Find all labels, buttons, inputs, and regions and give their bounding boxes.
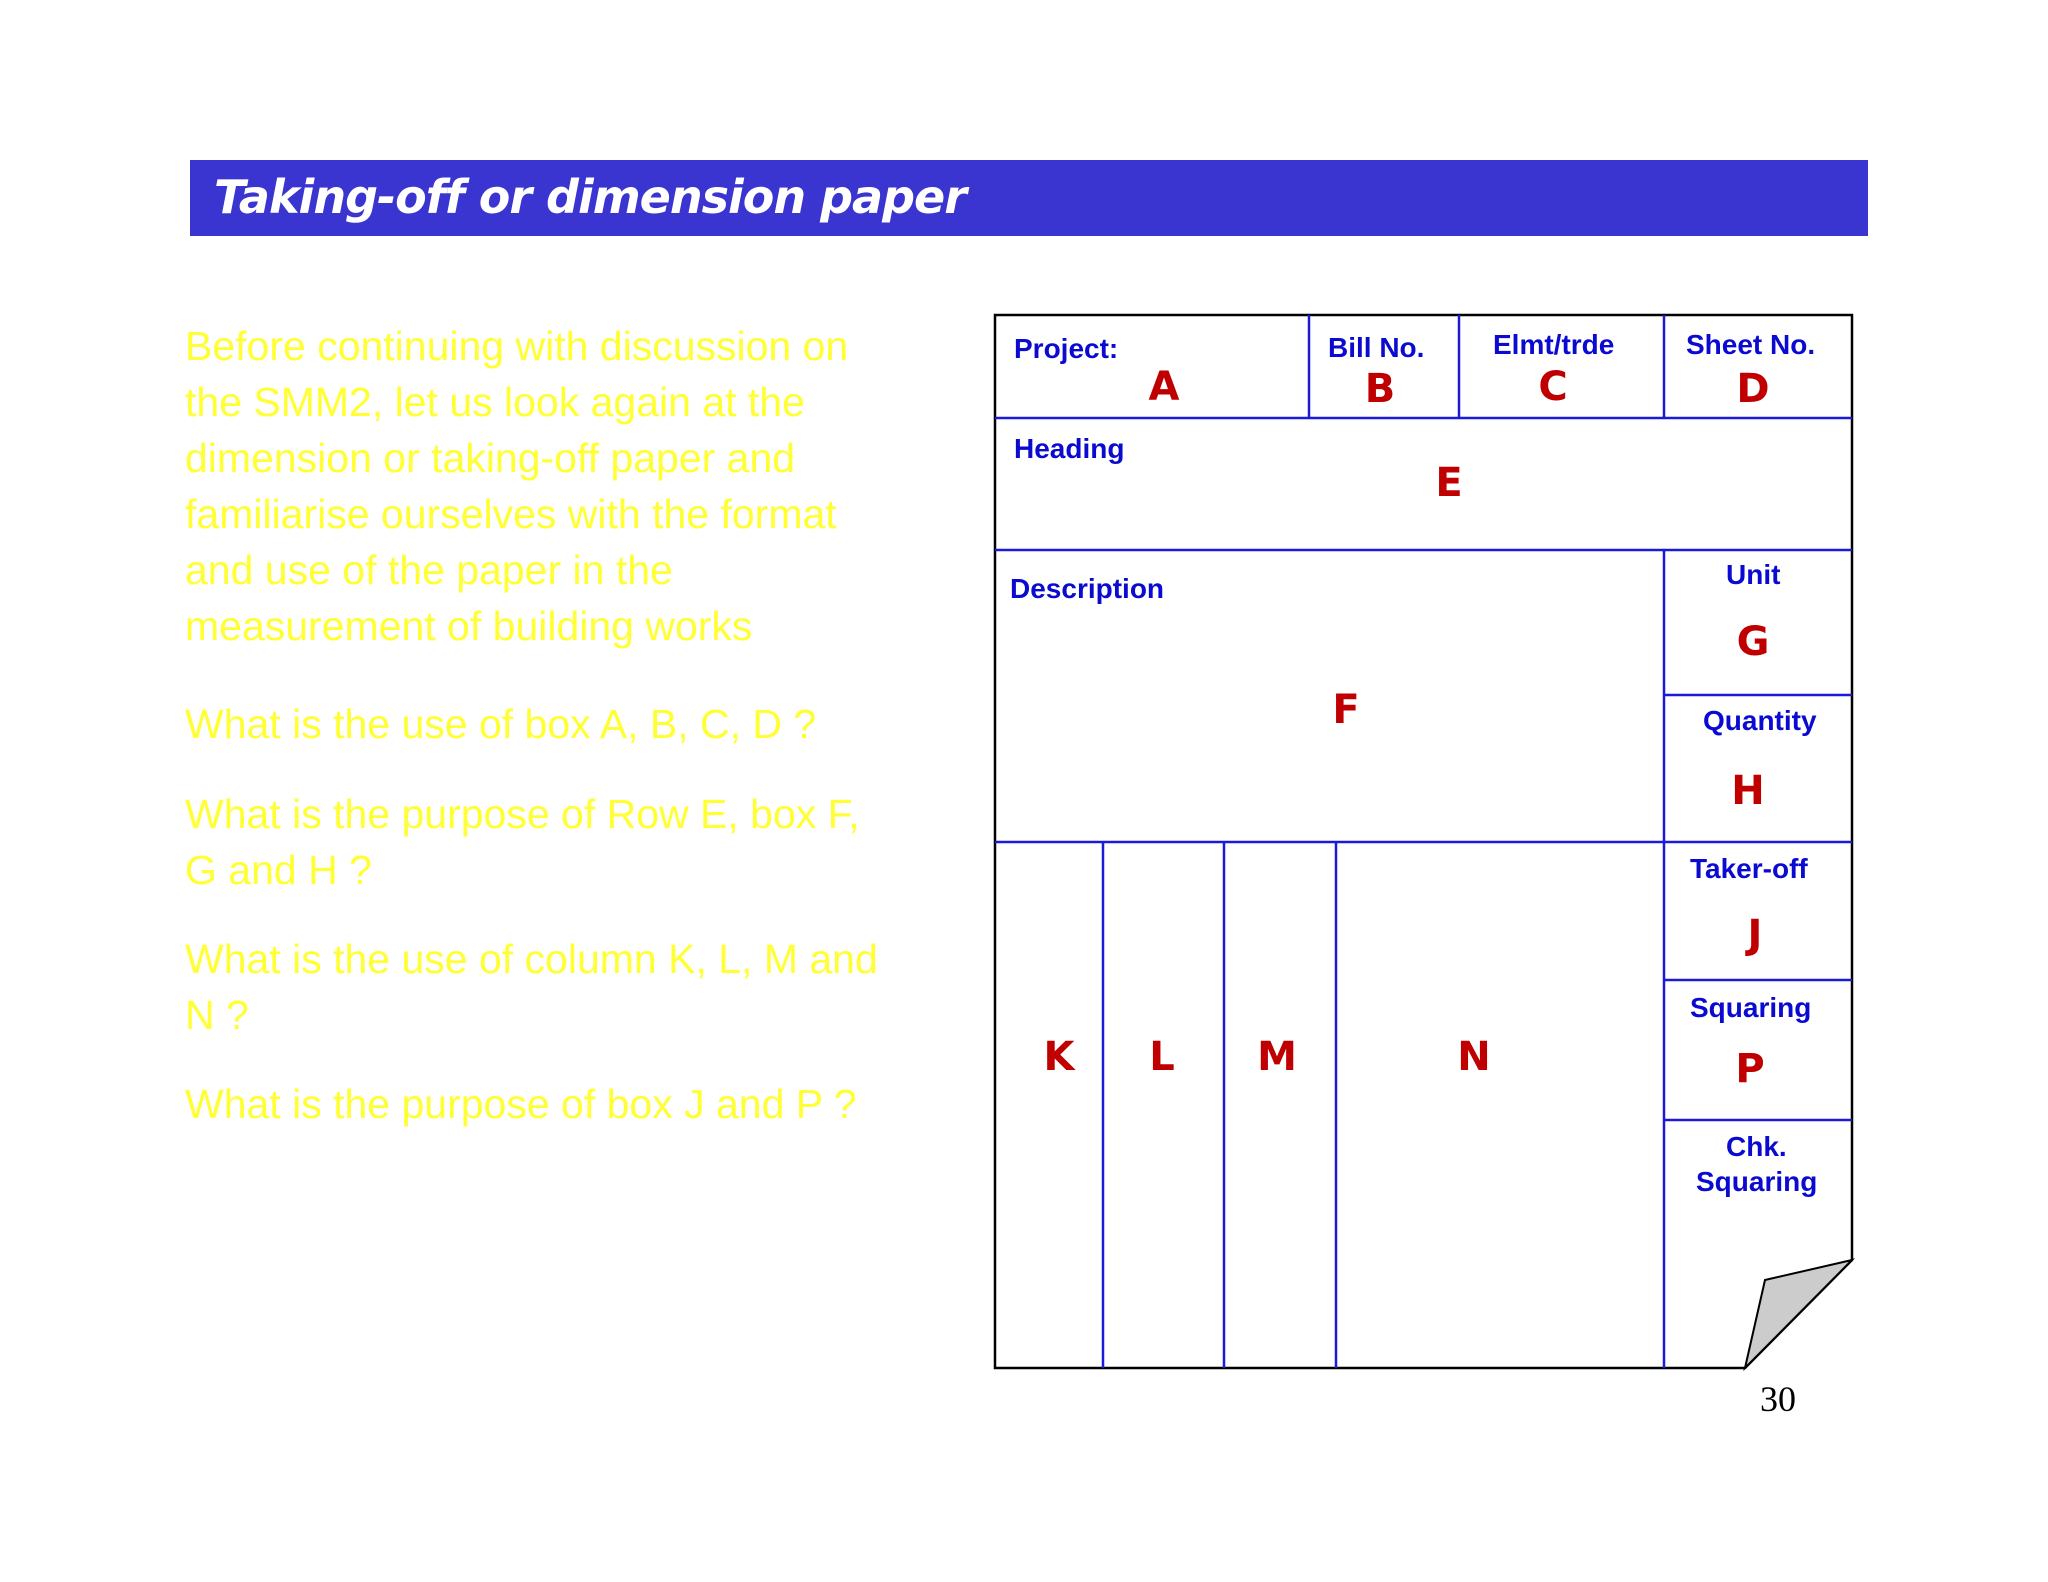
intro-line: dimension or taking-off paper and bbox=[185, 435, 796, 481]
squaring-label: Squaring bbox=[1690, 992, 1812, 1023]
box-letter-a: A bbox=[1148, 364, 1180, 410]
question-line: What is the use of column K, L, M and bbox=[185, 936, 878, 982]
column-letter-n: N bbox=[1457, 1034, 1491, 1080]
box-letter-p: P bbox=[1735, 1046, 1765, 1092]
column-letter-m: M bbox=[1257, 1034, 1297, 1080]
slide-title: Taking-off or dimension paper bbox=[214, 170, 966, 224]
question-line: What is the use of box A, B, C, D ? bbox=[185, 701, 817, 747]
check-label: Chk. bbox=[1726, 1131, 1787, 1162]
bill-no-label: Bill No. bbox=[1328, 332, 1425, 363]
taker-off-label: Taker-off bbox=[1690, 853, 1808, 884]
description-label: Description bbox=[1010, 573, 1165, 604]
quantity-label: Quantity bbox=[1703, 705, 1817, 736]
project-label: Project: bbox=[1014, 333, 1119, 364]
intro-line: familiarise ourselves with the format bbox=[185, 491, 837, 537]
column-letter-k: K bbox=[1043, 1034, 1075, 1080]
intro-line: Before continuing with discussion on bbox=[185, 323, 849, 369]
intro-line: measurement of building works bbox=[185, 603, 753, 649]
intro-line: and use of the paper in the bbox=[185, 547, 673, 593]
sheet-no-label: Sheet No. bbox=[1686, 329, 1816, 360]
heading-label: Heading bbox=[1014, 433, 1125, 464]
question-line: N ? bbox=[185, 992, 249, 1038]
intro-line: the SMM2, let us look again at the bbox=[185, 379, 805, 425]
box-letter-c: C bbox=[1538, 364, 1568, 410]
question-line: G and H ? bbox=[185, 847, 372, 893]
unit-label: Unit bbox=[1726, 559, 1781, 590]
element-trade-label: Elmt/trde bbox=[1493, 329, 1615, 360]
box-letter-g: G bbox=[1736, 619, 1770, 665]
box-letter-b: B bbox=[1364, 366, 1396, 412]
box-letter-f: F bbox=[1332, 687, 1360, 733]
row-letter-e: E bbox=[1435, 460, 1463, 506]
column-letter-l: L bbox=[1149, 1034, 1175, 1080]
question-line: What is the purpose of box J and P ? bbox=[185, 1081, 857, 1127]
question-line: What is the purpose of Row E, box F, bbox=[185, 791, 860, 837]
page-number: 30 bbox=[1760, 1379, 1796, 1419]
box-letter-h: H bbox=[1731, 768, 1765, 814]
box-letter-j: J bbox=[1747, 912, 1763, 958]
box-letter-d: D bbox=[1736, 366, 1770, 412]
check-squaring-label: Squaring bbox=[1696, 1166, 1818, 1197]
